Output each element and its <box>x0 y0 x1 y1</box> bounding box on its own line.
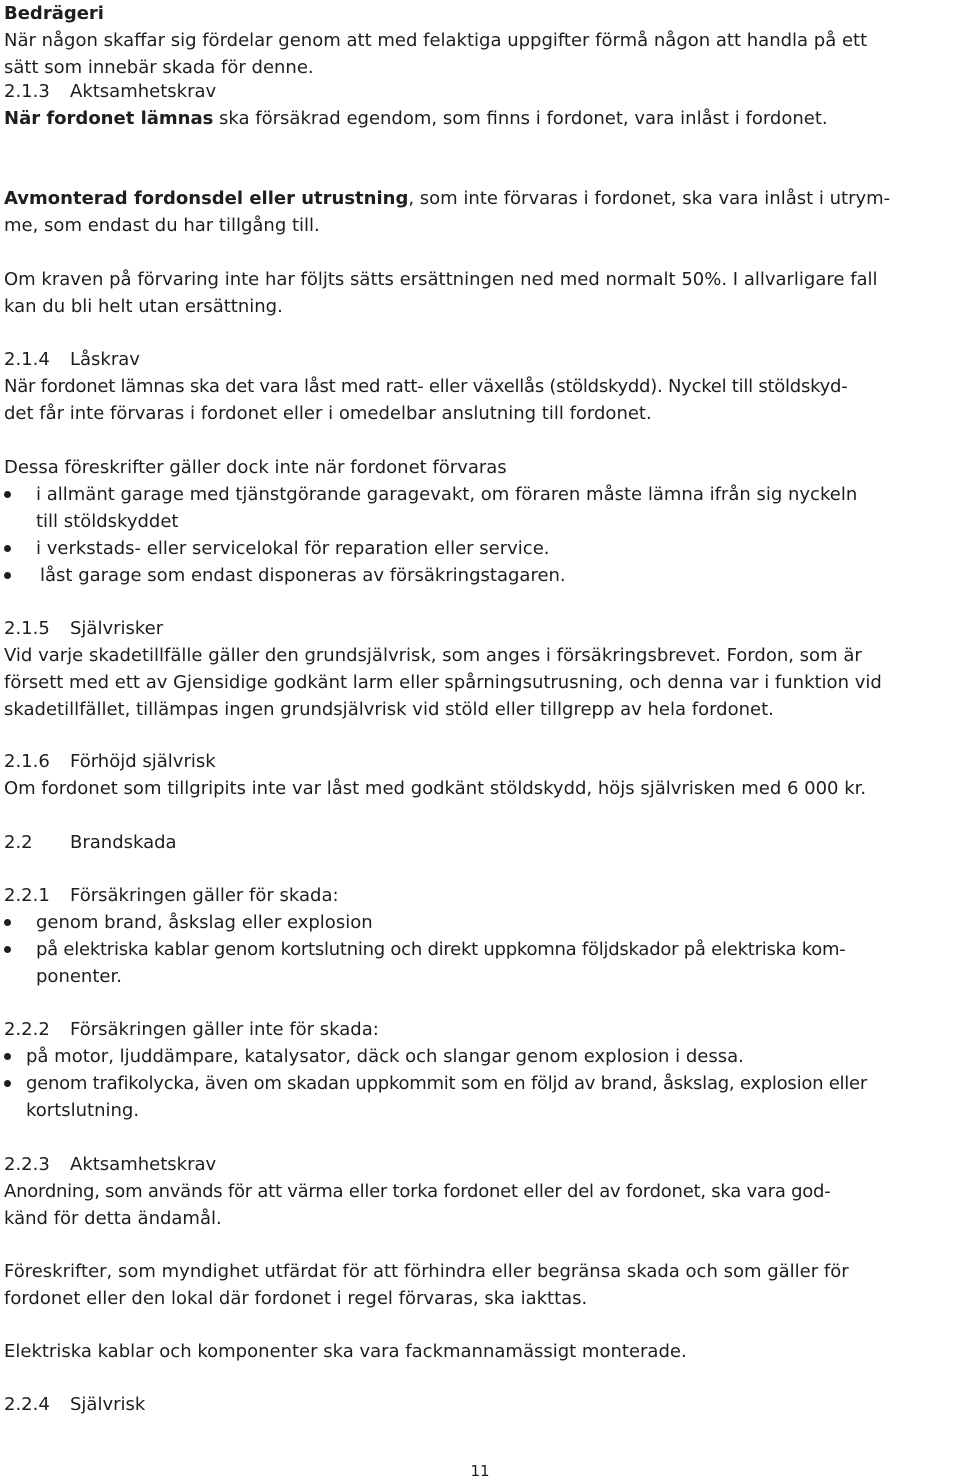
section-2-1-3 <box>4 78 828 132</box>
emphasis-text: Avmonterad fordonsdel eller utrustning <box>4 188 409 209</box>
list-item-text: ponenter. <box>36 966 122 987</box>
section-number: 2.2.2 <box>4 1019 50 1040</box>
list-item-text: på motor, ljuddämpare, katalysator, däck och slangar genom explosion i dessa. <box>26 1046 744 1067</box>
section-heading <box>4 1016 379 1043</box>
section-title: Försäkringen gäller för skada: <box>70 885 339 906</box>
section-heading <box>4 346 847 373</box>
section-2-2 <box>4 829 177 856</box>
paragraph-line: Om fordonet som tillgripits inte var låst med godkänt stöldskydd, höjs självrisken med 6 000 kr. <box>4 778 867 799</box>
section-title: Aktsamhetskrav <box>70 1154 217 1175</box>
bullet-icon <box>4 946 11 953</box>
paragraph-line: Anordning, som används för att värma eller torka fordonet eller del av fordonet, ska vara god- <box>4 1181 831 1202</box>
paragraph-text: , som inte förvaras i fordonet, ska vara inlåst i utrym- <box>408 188 891 209</box>
fraud-text-line: sätt som innebär skada för denne. <box>4 57 314 78</box>
section-heading <box>4 78 828 105</box>
section-number: 2.1.3 <box>4 81 50 102</box>
list-item <box>4 936 846 990</box>
section-heading <box>4 615 882 642</box>
paragraph-line: me, som endast du har tillgång till. <box>4 215 320 236</box>
section-heading <box>4 829 177 856</box>
paragraph <box>4 185 890 239</box>
list-item <box>4 562 857 589</box>
paragraph-line: Vid varje skadetillfälle gäller den grundsjälvrisk, som anges i försäkringsbrevet. Fordon, som är <box>4 645 862 666</box>
page-number: 11 <box>470 1462 490 1480</box>
section-number: 2.1.6 <box>4 751 50 772</box>
paragraph-line: det får inte förvaras i fordonet eller i omedelbar anslutning till fordonet. <box>4 403 652 424</box>
bullet-icon <box>4 1053 11 1060</box>
section-number: 2.2.4 <box>4 1394 50 1415</box>
bullet-icon <box>4 1080 11 1087</box>
paragraph-line: Föreskrifter, som myndighet utfärdat för att förhindra eller begränsa skada och som gäller för <box>4 1261 849 1282</box>
section-title: Förhöjd självrisk <box>70 751 216 772</box>
list-item-text: låst garage som endast disponeras av försäkringstagaren. <box>40 565 566 586</box>
section-2-1-6 <box>4 748 866 802</box>
section-2-2-1 <box>4 882 339 909</box>
list-item <box>4 481 857 535</box>
paragraph-line: fordonet eller den lokal där fordonet i regel förvaras, ska iakttas. <box>4 1288 588 1309</box>
section-2-2-3 <box>4 1151 830 1232</box>
bullet-icon <box>4 545 11 552</box>
paragraph <box>4 1338 687 1365</box>
list-item-text: genom brand, åskslag eller explosion <box>36 912 373 933</box>
section-2-1-4 <box>4 346 847 427</box>
list-item-text: i verkstads- eller servicelokal för reparation eller service. <box>36 538 550 559</box>
fraud-title: Bedrägeri <box>4 3 104 24</box>
paragraph-line: kan du bli helt utan ersättning. <box>4 296 283 317</box>
section-heading <box>4 882 339 909</box>
fraud-section <box>4 0 867 81</box>
list-item-text: kortslutning. <box>26 1100 140 1121</box>
paragraph-line <box>4 185 890 212</box>
paragraph-line: försett med ett av Gjensidige godkänt larm eller spårningsutrusning, och denna var i funktion vid <box>4 672 882 693</box>
bullet-list <box>4 1043 867 1124</box>
section-number: 2.2.3 <box>4 1154 50 1175</box>
section-heading <box>4 1391 145 1418</box>
section-heading <box>4 1151 830 1178</box>
section-number: 2.2 <box>4 832 33 853</box>
section-title: Självrisker <box>70 618 164 639</box>
section-title: Försäkringen gäller inte för skada: <box>70 1019 379 1040</box>
list-item <box>4 535 857 562</box>
list-item <box>4 1043 867 1070</box>
list-item <box>4 909 846 936</box>
paragraph-text: ska försäkrad egendom, som finns i fordonet, vara inlåst i fordonet. <box>213 108 828 129</box>
bullet-list <box>4 909 846 990</box>
section-number: 2.2.1 <box>4 885 50 906</box>
paragraph-line: Om kraven på förvaring inte har följts sätts ersättningen ned med normalt 50%. I allvarligare fall <box>4 269 878 290</box>
paragraph-line: känd för detta ändamål. <box>4 1208 222 1229</box>
paragraph <box>4 1258 849 1312</box>
section-title: Låskrav <box>70 349 140 370</box>
section-number: 2.1.4 <box>4 349 50 370</box>
paragraph-line <box>4 105 828 132</box>
section-2-2-4 <box>4 1391 145 1418</box>
paragraph <box>4 266 878 320</box>
paragraph <box>4 454 507 481</box>
section-heading <box>4 748 866 775</box>
paragraph-line: Elektriska kablar och komponenter ska vara fackmannamässigt monterade. <box>4 1341 687 1362</box>
fraud-text-line: När någon skaffar sig fördelar genom att med felaktiga uppgifter förmå någon att handla på ett <box>4 30 868 51</box>
list-item-text: genom trafikolycka, även om skadan uppkommit som en följd av brand, åskslag, explosion eller <box>26 1073 868 1094</box>
list-item-text: till stöldskyddet <box>36 511 179 532</box>
paragraph-line: skadetillfället, tillämpas ingen grundsjälvrisk vid stöld eller tillgrepp av hela fordonet. <box>4 699 774 720</box>
section-title: Självrisk <box>70 1394 146 1415</box>
bullet-list <box>4 481 857 589</box>
section-number: 2.1.5 <box>4 618 50 639</box>
emphasis-text: När fordonet lämnas <box>4 108 214 129</box>
section-2-1-5 <box>4 615 882 723</box>
list-item-text: i allmänt garage med tjänstgörande garagevakt, om föraren måste lämna ifrån sig nyckeln <box>36 484 858 505</box>
list-intro: Dessa föreskrifter gäller dock inte när fordonet förvaras <box>4 457 507 478</box>
bullet-icon <box>4 572 11 579</box>
section-title: Aktsamhetskrav <box>70 81 217 102</box>
section-2-2-2 <box>4 1016 379 1043</box>
paragraph-line: När fordonet lämnas ska det vara låst med ratt- eller växellås (stöldskydd). Nyckel till stöldskyd- <box>4 376 848 397</box>
section-title: Brandskada <box>70 832 177 853</box>
bullet-icon <box>4 919 11 926</box>
bullet-icon <box>4 491 11 498</box>
list-item <box>4 1070 867 1124</box>
list-item-text: på elektriska kablar genom kortslutning och direkt uppkomna följdskador på elektriska kom- <box>36 939 846 960</box>
